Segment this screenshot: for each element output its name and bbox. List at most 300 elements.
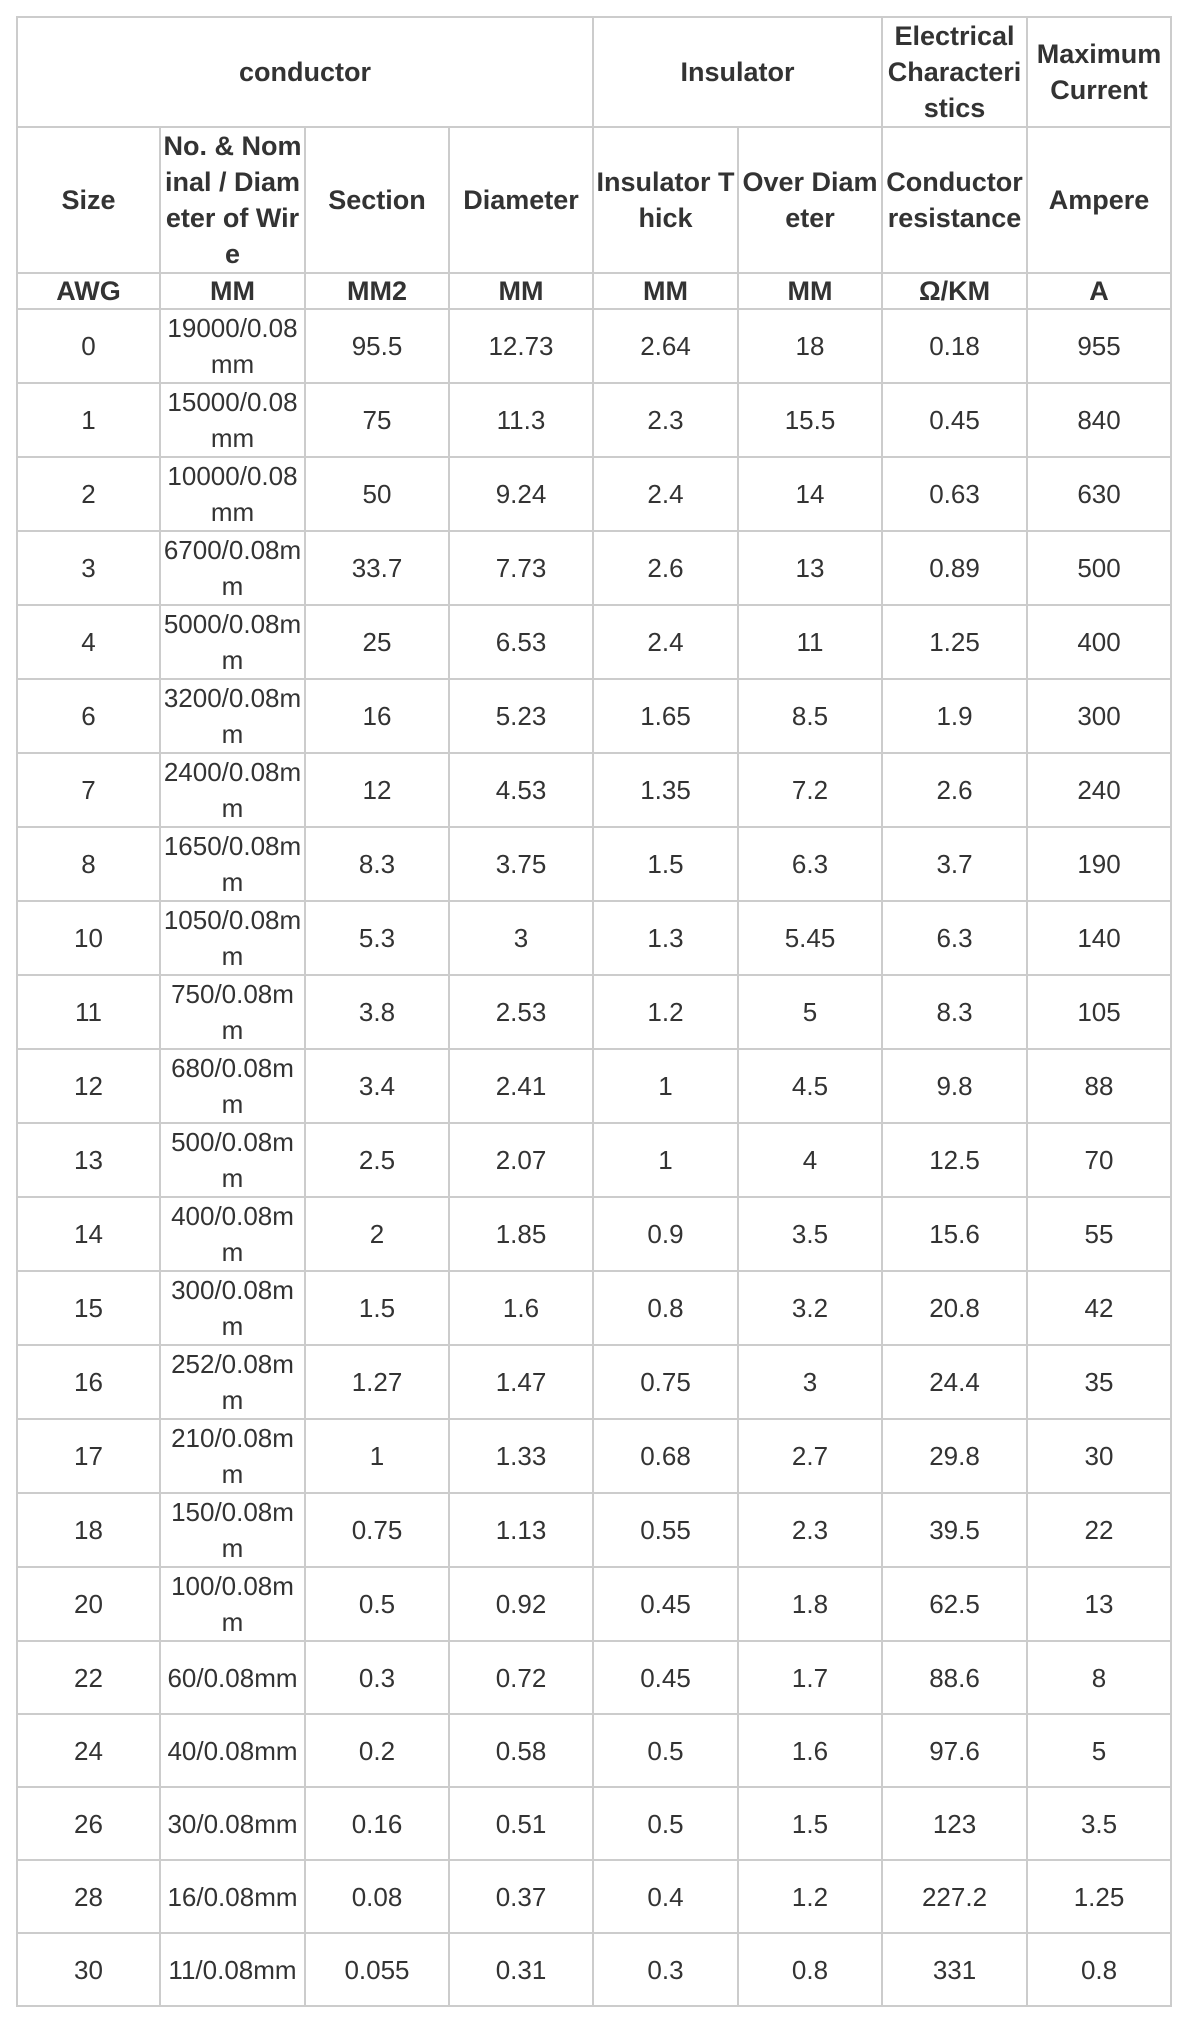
size-value: 11 [75,997,102,1027]
cell-size [17,679,160,753]
cell-ampere [1027,1123,1171,1197]
diameter-value: 3 [513,923,529,953]
cell-size [17,753,160,827]
cell-insulator-thick [593,1787,738,1860]
cell-insulator-thick [593,1714,738,1787]
cell-resistance [882,827,1027,901]
cell-ampere [1027,1787,1171,1860]
section-value: 1.5 [358,1293,396,1323]
cell-insulator-thick [593,1345,738,1419]
resistance-value: 9.8 [936,1071,973,1101]
cell-section [305,1714,449,1787]
cell-diameter [449,975,593,1049]
diameter-value: 0.92 [495,1589,547,1619]
size-value: 2 [81,479,96,509]
cell-resistance [882,1345,1027,1419]
cell-insulator-thick [593,1049,738,1123]
size-value: 12 [74,1071,103,1101]
wire-value: 1050/0.08mm [163,905,302,971]
section-value: 0.75 [351,1515,403,1545]
insulator-thick-value: 0.75 [640,1367,691,1397]
wire-value: 150/0.08mm [171,1497,294,1563]
table-row [17,1860,1171,1933]
over-diameter-value: 7.2 [791,775,829,805]
cell-ampere [1027,1860,1171,1933]
section-value: 8.3 [358,849,396,879]
cell-insulator-thick [593,753,738,827]
resistance-value: 6.3 [936,923,973,953]
cell-insulator-thick [593,1493,738,1567]
diameter-value: 11.3 [496,405,546,435]
diameter-value: 4.53 [495,775,547,805]
over-diameter-value: 5.45 [784,923,836,953]
cell-insulator-thick [593,1419,738,1493]
cell-over-diameter [738,531,882,605]
cell-diameter [449,1123,593,1197]
wire-value: 16/0.08mm [167,1881,298,1912]
diameter-value: 0.72 [495,1662,547,1693]
over-diameter-value: 3 [802,1367,818,1397]
cell-wire [160,753,305,827]
cell-resistance [882,531,1027,605]
section-value: 1.27 [351,1367,403,1397]
cell-over-diameter [738,975,882,1049]
resistance-value: 0.45 [929,405,980,435]
insulator-thick-value: 0.3 [647,1954,684,1985]
ampere-value: 42 [1084,1293,1114,1323]
ampere-value: 1.25 [1073,1881,1125,1912]
cell-ampere [1027,975,1171,1049]
cell-size [17,605,160,679]
cell-size [17,1271,160,1345]
cell-wire [160,827,305,901]
ampere-value: 35 [1084,1367,1114,1397]
cell-insulator-thick [593,975,738,1049]
cell-section [305,1123,449,1197]
size-value: 0 [81,331,96,361]
cell-over-diameter [738,1197,882,1271]
cell-section [305,901,449,975]
cell-section [305,1933,449,2006]
over-diameter-value: 4.5 [791,1071,829,1101]
resistance-value: 39.5 [929,1515,980,1545]
header-section: Section [305,127,449,273]
unit-insulator-thick: MM [593,273,738,309]
cell-size [17,1933,160,2006]
unit-size: AWG [17,273,160,309]
cell-wire [160,457,305,531]
cell-insulator-thick [593,531,738,605]
resistance-value: 29.8 [929,1441,980,1471]
cell-over-diameter [738,1933,882,2006]
ampere-value: 105 [1077,997,1121,1027]
resistance-value: 2.6 [936,775,973,805]
wire-value: 19000/0.08mm [167,313,298,379]
size-value: 7 [81,775,96,805]
insulator-thick-value: 1.65 [640,701,691,731]
diameter-value: 1.85 [495,1219,547,1249]
cell-size [17,1123,160,1197]
cell-size [17,1049,160,1123]
cell-section [305,1641,449,1714]
cell-wire [160,1787,305,1860]
insulator-thick-value: 0.5 [647,1808,684,1839]
cell-resistance [882,1419,1027,1493]
over-diameter-value: 0.8 [791,1954,829,1985]
section-value: 25 [362,627,392,657]
cell-insulator-thick [593,827,738,901]
cell-size [17,531,160,605]
cell-ampere [1027,753,1171,827]
section-value: 0.3 [358,1662,396,1693]
insulator-thick-value: 0.68 [640,1441,691,1471]
cell-insulator-thick [593,1567,738,1641]
cell-diameter [449,679,593,753]
unit-row [17,273,1171,309]
wire-value: 300/0.08mm [171,1275,294,1341]
wire-value: 60/0.08mm [167,1662,298,1693]
over-diameter-value: 3.5 [791,1219,829,1249]
section-value: 16 [362,701,392,731]
cell-over-diameter [738,1641,882,1714]
cell-wire [160,1049,305,1123]
table-row [17,1787,1171,1860]
wire-value: 6700/0.08mm [163,535,302,601]
table-body [17,309,1171,2006]
cell-section [305,1049,449,1123]
table-row [17,1933,1171,2006]
table-row [17,383,1171,457]
insulator-thick-value: 2.64 [640,331,691,361]
unit-wire: MM [160,273,305,309]
size-value: 30 [74,1954,103,1985]
cell-resistance [882,457,1027,531]
cell-section [305,383,449,457]
cell-wire [160,1271,305,1345]
wire-value: 2400/0.08mm [163,757,302,823]
section-value: 3.4 [358,1071,396,1101]
insulator-thick-value: 0.45 [640,1662,691,1693]
resistance-value: 1.25 [929,627,980,657]
cell-over-diameter [738,1860,882,1933]
cell-resistance [882,1787,1027,1860]
cell-ampere [1027,1567,1171,1641]
cell-over-diameter [738,1049,882,1123]
header-insulator-thick: Insulator Thick [593,127,738,273]
cell-section [305,1567,449,1641]
cell-resistance [882,1933,1027,2006]
header-wire: No. & Nominal / Diameter of Wire [160,127,305,273]
table-row [17,1567,1171,1641]
table-row [17,531,1171,605]
cell-wire [160,383,305,457]
cell-size [17,901,160,975]
awg-cable-spec-table [16,16,1172,2007]
cell-section [305,605,449,679]
ampere-value: 55 [1084,1219,1114,1249]
table-row [17,1493,1171,1567]
cell-wire [160,1493,305,1567]
section-value: 12 [362,775,392,805]
diameter-value: 0.31 [495,1954,547,1985]
cell-ampere [1027,1714,1171,1787]
ampere-value: 0.8 [1080,1954,1118,1985]
cell-wire [160,605,305,679]
cell-over-diameter [738,679,882,753]
resistance-value: 8.3 [936,997,973,1027]
cell-ampere [1027,901,1171,975]
cell-resistance [882,1567,1027,1641]
cell-ampere [1027,1049,1171,1123]
wire-value: 680/0.08mm [171,1053,294,1119]
cell-over-diameter [738,383,882,457]
over-diameter-value: 6.3 [791,849,829,879]
size-value: 16 [74,1367,103,1397]
cell-size [17,383,160,457]
ampere-value: 500 [1077,553,1121,583]
wire-value: 30/0.08mm [167,1808,298,1839]
ampere-value: 8 [1091,1662,1107,1693]
cell-insulator-thick [593,309,738,383]
cell-section [305,1197,449,1271]
diameter-value: 7.73 [495,553,547,583]
wire-value: 40/0.08mm [167,1735,298,1766]
cell-insulator-thick [593,679,738,753]
table-row [17,901,1171,975]
resistance-value: 3.7 [936,849,973,879]
ampere-value: 300 [1077,701,1121,731]
resistance-value: 24.4 [929,1367,980,1397]
header-conductor-resistance: Conductor resistance [882,127,1027,273]
ampere-value: 88 [1084,1071,1114,1101]
cell-wire [160,975,305,1049]
cell-size [17,1345,160,1419]
wire-value: 252/0.08mm [171,1349,294,1415]
diameter-value: 2.53 [495,997,547,1027]
section-value: 50 [362,479,392,509]
group-maximum-current: Maximum Current [1027,17,1171,127]
size-value: 13 [74,1145,103,1175]
group-header-row [17,17,1171,127]
resistance-value: 227.2 [921,1881,988,1912]
header-diameter: Diameter [449,127,593,273]
cell-resistance [882,1123,1027,1197]
table-row [17,679,1171,753]
over-diameter-value: 14 [795,479,825,509]
header-size: Size [17,127,160,273]
cell-ampere [1027,531,1171,605]
cell-diameter [449,1493,593,1567]
wire-value: 750/0.08mm [171,979,294,1045]
cell-ampere [1027,1271,1171,1345]
table-row [17,457,1171,531]
cell-ampere [1027,1197,1171,1271]
cell-ampere [1027,383,1171,457]
cell-diameter [449,1714,593,1787]
cell-diameter [449,605,593,679]
cell-resistance [882,309,1027,383]
unit-section: MM2 [305,273,449,309]
wire-value: 210/0.08mm [171,1423,294,1489]
wire-value: 5000/0.08mm [163,609,302,675]
insulator-thick-value: 0.9 [647,1219,684,1249]
cell-over-diameter [738,1271,882,1345]
wire-value: 100/0.08mm [171,1571,294,1637]
resistance-value: 0.89 [929,553,980,583]
cell-wire [160,309,305,383]
ampere-value: 840 [1077,405,1121,435]
cell-resistance [882,1197,1027,1271]
table-row [17,827,1171,901]
diameter-value: 3.75 [495,849,547,879]
cell-section [305,679,449,753]
insulator-thick-value: 1.5 [647,849,684,879]
ampere-value: 5 [1091,1735,1107,1766]
cell-section [305,309,449,383]
cell-diameter [449,309,593,383]
cell-insulator-thick [593,383,738,457]
over-diameter-value: 1.2 [791,1881,829,1912]
over-diameter-value: 4 [802,1145,818,1175]
cell-diameter [449,1567,593,1641]
diameter-value: 2.41 [495,1071,547,1101]
ampere-value: 140 [1077,923,1121,953]
table-row [17,1419,1171,1493]
cell-section [305,1860,449,1933]
size-value: 15 [74,1293,103,1323]
cell-wire [160,531,305,605]
insulator-thick-value: 1 [658,1145,673,1175]
unit-ampere: A [1027,273,1171,309]
cell-insulator-thick [593,1123,738,1197]
cell-wire [160,1860,305,1933]
header-over-diameter: Over Diameter [738,127,882,273]
cell-over-diameter [738,753,882,827]
diameter-value: 9.24 [495,479,547,509]
cell-size [17,1641,160,1714]
cell-section [305,827,449,901]
cell-insulator-thick [593,605,738,679]
cell-over-diameter [738,457,882,531]
table-row [17,1345,1171,1419]
cell-over-diameter [738,605,882,679]
cell-insulator-thick [593,1933,738,2006]
ampere-value: 240 [1077,775,1121,805]
section-value: 0.2 [358,1735,396,1766]
cell-ampere [1027,1493,1171,1567]
insulator-thick-value: 0.55 [640,1515,691,1545]
cell-resistance [882,679,1027,753]
cell-resistance [882,1641,1027,1714]
insulator-thick-value: 2.4 [647,479,684,509]
cell-section [305,1787,449,1860]
ampere-value: 400 [1077,627,1121,657]
unit-conductor-resistance: Ω/KM [882,273,1027,309]
diameter-value: 1.47 [495,1367,547,1397]
cell-resistance [882,605,1027,679]
cell-ampere [1027,679,1171,753]
wire-value: 10000/0.08mm [167,461,298,527]
insulator-thick-value: 0.8 [647,1293,684,1323]
cell-over-diameter [738,1787,882,1860]
wire-value: 1650/0.08mm [163,831,302,897]
section-value: 0.08 [351,1881,403,1912]
cell-diameter [449,383,593,457]
group-electrical-characteristics: Electrical Characteristics [882,17,1027,127]
cell-wire [160,1933,305,2006]
ampere-value: 955 [1077,331,1121,361]
resistance-value: 331 [932,1954,977,1985]
cell-diameter [449,531,593,605]
cell-resistance [882,1271,1027,1345]
cell-diameter [449,1860,593,1933]
over-diameter-value: 1.5 [791,1808,829,1839]
ampere-value: 3.5 [1080,1808,1118,1839]
cell-resistance [882,1493,1027,1567]
diameter-value: 5.23 [495,701,547,731]
cell-insulator-thick [593,457,738,531]
insulator-thick-value: 2.3 [647,405,684,435]
size-value: 6 [81,701,96,731]
cell-size [17,1714,160,1787]
cell-section [305,531,449,605]
unit-diameter: MM [449,273,593,309]
section-value: 3.8 [358,997,396,1027]
section-value: 33.7 [351,553,403,583]
cell-over-diameter [738,827,882,901]
header-ampere: Ampere [1027,127,1171,273]
resistance-value: 123 [932,1808,977,1839]
cell-section [305,457,449,531]
cell-ampere [1027,1345,1171,1419]
cell-wire [160,1123,305,1197]
section-value: 0.16 [351,1808,403,1839]
cell-resistance [882,975,1027,1049]
section-value: 0.055 [344,1954,410,1985]
cell-ampere [1027,1933,1171,2006]
cell-diameter [449,1345,593,1419]
table-row [17,309,1171,383]
resistance-value: 62.5 [929,1589,980,1619]
cell-resistance [882,383,1027,457]
diameter-value: 0.58 [495,1735,547,1766]
cell-section [305,1271,449,1345]
cell-ampere [1027,457,1171,531]
cell-ampere [1027,1641,1171,1714]
size-value: 28 [74,1881,103,1912]
cell-diameter [449,1049,593,1123]
resistance-value: 0.18 [929,331,980,361]
cell-size [17,1197,160,1271]
table-row [17,1123,1171,1197]
cell-diameter [449,1787,593,1860]
over-diameter-value: 11 [796,627,824,657]
over-diameter-value: 15.5 [784,405,836,435]
section-value: 95.5 [351,331,403,361]
cell-size [17,827,160,901]
diameter-value: 1.13 [495,1515,547,1545]
cell-wire [160,1567,305,1641]
diameter-value: 0.51 [495,1808,547,1839]
size-value: 20 [74,1589,103,1619]
ampere-value: 190 [1077,849,1121,879]
table-row [17,1049,1171,1123]
cell-insulator-thick [593,1860,738,1933]
cell-size [17,1419,160,1493]
cell-over-diameter [738,1419,882,1493]
diameter-value: 1.33 [495,1441,547,1471]
insulator-thick-value: 0.5 [647,1735,684,1766]
